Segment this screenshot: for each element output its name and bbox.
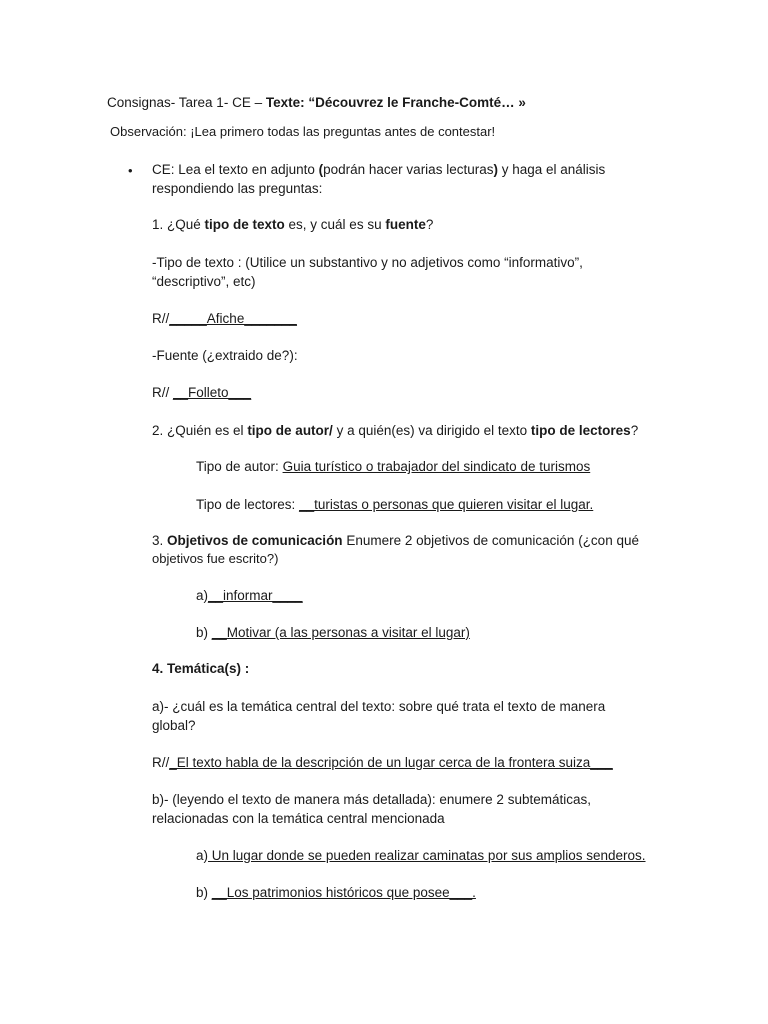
title-bold: Texte: “Découvrez le Franche-Comté… » [265,95,526,110]
answer-label: b) [196,625,212,640]
answer-value: __Folleto___ [173,385,252,400]
title-prefix: Consignas- Tarea 1- CE – [107,95,266,110]
q4b-question-1: b)- (leyendo el texto de manera más detallada): enumere 2 subtemáticas, [152,792,591,807]
answer-value: __Los patrimonios históricos que posee___. [211,885,476,900]
answer-label: Tipo de lectores: [196,497,300,512]
answer-prefix: R// [152,311,170,326]
q1-bold-fuente: fuente [385,217,426,232]
q1-answer-tipo [152,310,297,328]
answer-label: a) [196,848,209,863]
answer-label: b) [196,885,212,900]
q3-number: 3. [152,533,168,548]
answer-value: Guia turístico o trabajador del sindicato de turismos [282,459,591,474]
answer-label: Tipo de autor: [196,459,283,474]
answer-value: _____Afiche_______ [169,311,297,326]
question-1 [152,216,433,234]
q1-answer-fuente [152,384,251,402]
q3-answer-b [196,624,470,642]
q1-fuente-instruction: -Fuente (¿extraido de?): [152,348,298,363]
question-3 [152,532,639,550]
question-4-title: 4. Temática(s) : [152,661,250,676]
ce-paren-close: ) [493,162,498,177]
ce-paren-open: ( [318,162,324,177]
question-3-line2: objetivos fue escrito?) [152,551,279,566]
q3-text: Enumere 2 objetivos de comunicación (¿con qué [342,533,639,548]
observation-note: Observación: ¡Lea primero todas las preguntas antes de contestar! [110,124,496,139]
q2-bold-autor: tipo de autor/ [247,423,333,438]
q2-qmark: ? [630,423,639,438]
q1-bold-tipo: tipo de texto [204,217,285,232]
document-title [107,94,526,112]
q1-text-2: es, y cuál es su [284,217,386,232]
q3-answer-a [196,587,303,605]
q4b-answer-a [196,847,646,865]
answer-value: __informar____ [208,588,303,603]
answer-value: __turistas o personas que quieren visitar el lugar. [299,497,594,512]
ce-text: CE: Lea el texto en adjunto [152,162,319,177]
q1-tipo-instruction-1: -Tipo de texto : (Utilice un substantivo y no adjetivos como “informativo”, [152,255,583,270]
q4b-question-2: relacionadas con la temática central mencionada [152,811,445,826]
bullet-marker: • [128,163,133,178]
q4a-question-2: global? [152,718,196,733]
q2-answer-lectores [196,496,593,514]
question-2 [152,422,638,440]
q1-tipo-instruction-2: “descriptivo”, etc) [152,274,256,289]
ce-tail: y haga el análisis [497,162,606,177]
ce-instruction-line1 [152,161,605,179]
ce-instruction-line2: respondiendo las preguntas: [152,181,323,196]
q2-text: 2. ¿Quién es el [152,423,248,438]
answer-value: Un lugar donde se pueden realizar caminatas por sus amplios senderos. [208,848,646,863]
q1-qmark: ? [425,217,434,232]
q2-answer-autor [196,458,590,476]
q4b-answer-b [196,884,476,902]
answer-value: _El texto habla de la descripción de un lugar cerca de la frontera suiza___ [169,755,613,770]
answer-prefix: R// [152,385,174,400]
q4a-question-1: a)- ¿cuál es la temática central del texto: sobre qué trata el texto de manera [152,699,606,714]
q2-bold-lectores: tipo de lectores [530,423,631,438]
q2-text-2: y a quién(es) va dirigido el texto [332,423,531,438]
q3-bold-title: Objetivos de comunicación [167,533,343,548]
q4a-answer [152,754,613,772]
q1-text: 1. ¿Qué [152,217,205,232]
answer-prefix: R// [152,755,170,770]
answer-label: a) [196,588,209,603]
answer-value: __Motivar (a las personas a visitar el lugar) [211,625,470,640]
ce-paren-text: podrán hacer varias lecturas [323,162,494,177]
